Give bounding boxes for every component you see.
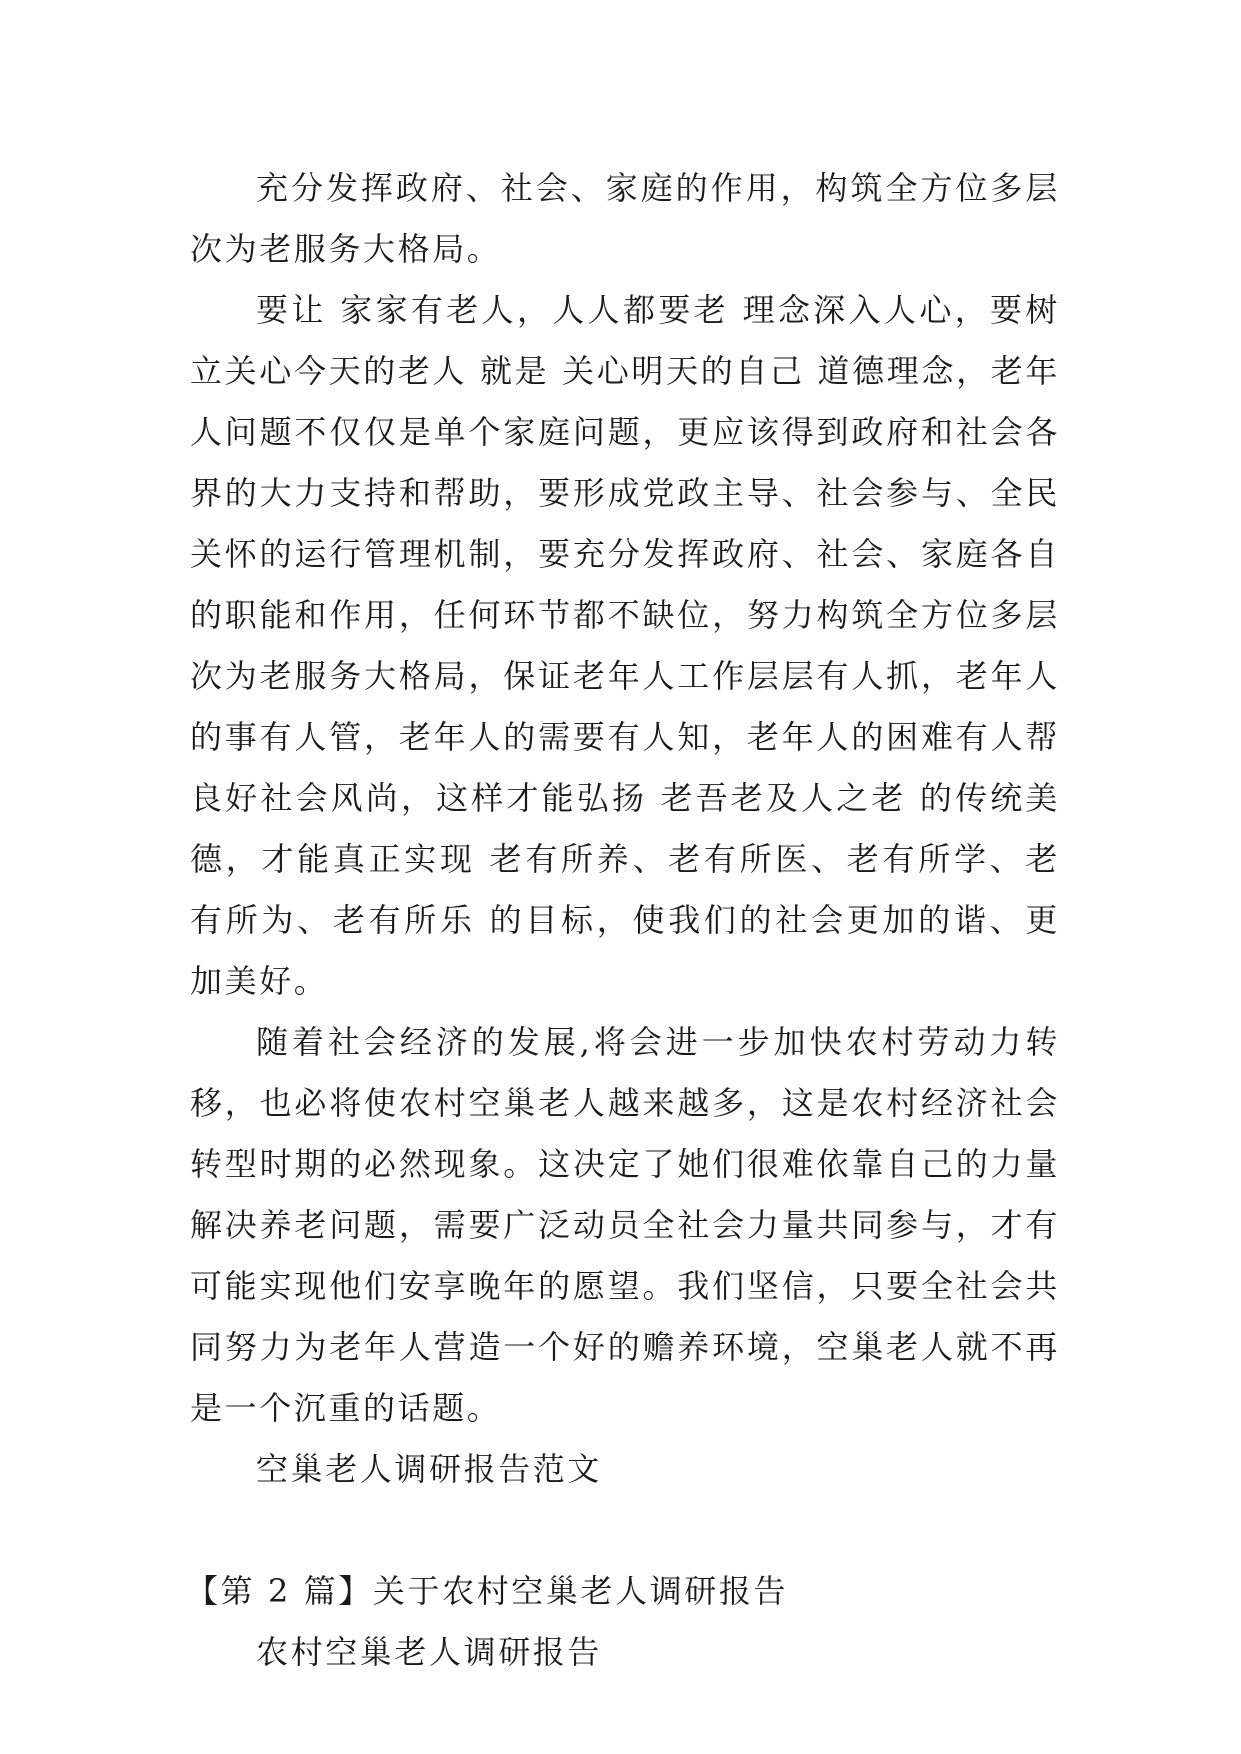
document-body — [186, 158, 1060, 1683]
paragraph-3: 随着社会经济的发展,将会进一步加快农村劳动力转移，也必将使农村空巢老人越来越多，这是农村经济社会转型时期的必然现象。这决定了她们很难依靠自己的力量解决养老问题，需要广泛动员全社会力量共同参与，才有可能实现他们安享晚年的愿望。我们坚信，只要全社会共同努力为老年人营造一个好的赡养环境，空巢老人就不再是一个沉重的话题。 — [190, 1023, 1060, 1427]
section-heading: 【第 2 篇】关于农村空巢老人调研报告 — [186, 1572, 789, 1610]
blank-line — [190, 1500, 1060, 1561]
paragraph-2: 要让 家家有老人，人人都要老 理念深入人心，要树立关心今天的老人 就是 关心明天的自己 道德理念，老年人问题不仅仅是单个家庭问题，更应该得到政府和社会各界的大力支持和帮助，要形成党政主导、社会参与、全民关怀的运行管理机制，要充分发挥政府、社会、家庭各自的职能和作用，任何环节都不缺位，努力构筑全方位多层次为老服务大格局，保证老年人工作层层有人抓，老年人的事有人管，老年人的需要有人知，老年人的困难有人帮良好社会风尚，这样才能弘扬 老吾老及人之老 的传统美德，才能真正实现 老有所养、老有所医、老有所学、老有所为、老有所乐 的目标，使我们的社会更加的谐、更加美好。 — [190, 291, 1060, 1000]
paragraph-1: 充分发挥政府、社会、家庭的作用，构筑全方位多层次为老服务大格局。 — [190, 169, 1060, 268]
section-subtitle: 农村空巢老人调研报告 — [256, 1633, 603, 1671]
closing-title: 空巢老人调研报告范文 — [256, 1450, 603, 1488]
